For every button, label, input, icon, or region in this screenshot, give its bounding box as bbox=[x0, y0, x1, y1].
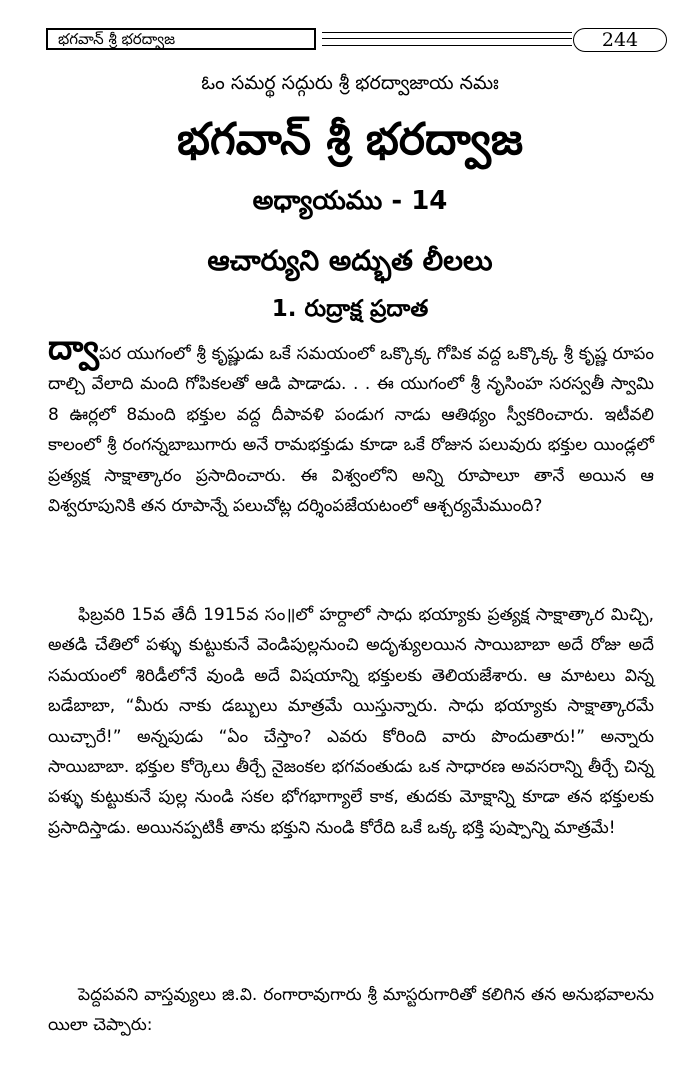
running-title: భగవాన్ శ్రీ భరద్వాజ bbox=[46, 28, 316, 50]
section-title: 1. రుద్రాక్ష ప్రదాత bbox=[271, 296, 429, 322]
book-title: భగవాన్ శ్రీ భరద్వాజ bbox=[176, 114, 524, 165]
invocation-line: ఓం సమర్థ సద్గురు శ్రీ భరద్వాజాయ నమః bbox=[201, 72, 499, 94]
paragraph-1-text: పర యుగంలో శ్రీ కృష్ణుడు ఒకే సమయంలో ఒక్కొక్క గోపిక వద్ద ఒక్కొక్క శ్రీ కృష్ణ రూపం దాల్చి వేలాది మంది గోపికలతో ఆడి పాడాడు. . . ఈ యుగంలో శ్రీ నృసింహ సరస్వతీ స్వామి 8 ఊర్లలో 8మంది భక్తుల వద్ద దీపావళి పండుగ నాడు ఆతిథ్యం స్వీకరించారు. ఇటీవలి కాలంలో శ్రీ రంగన్నబాబుగారు అనే రామభక్తుడు కూడా ఒకే రోజున పలువురు భక్తుల యిండ్లలో ప్రత్యక్ష సాక్షాత్కారం ప్రసాదించారు. ఈ విశ్వంలోని అన్ని రూపాలూ తానే అయిన ఆ విశ్వరూపునికి తన రూపాన్నే పలుచోట్ల దర్శింపజేయటంలో ఆశ్చర్యమేముంది? bbox=[48, 344, 654, 517]
chapter-heading: అధ్యాయము - 14 bbox=[252, 186, 448, 216]
page-number: 244 bbox=[573, 28, 667, 52]
chapter-title: ఆచార్యుని అద్భుత లీలలు bbox=[207, 244, 493, 277]
header-rule-lines bbox=[322, 32, 572, 46]
paragraph-2: ఫిబ్రవరి 15వ తేదీ 1915వ సం॥లో హర్దాలో సాధు భయ్యాకు ప్రత్యక్ష సాక్షాత్కార మిచ్చి, అతడి చేతిలో పళ్ళు కుట్టుకునే వెండిపుల్లనుంచి అదృశ్యులయిన సాయిబాబా అదే రోజు అదే సమయంలో శిరిడీలోనే వుండి అదే విషయాన్ని భక్తులకు తెలియజేశారు. ఆ మాటలు విన్న బడేబాబా, “మీరు నాకు డబ్బులు మాత్రమే యిస్తున్నారు. సాధు భయ్యాకు సాక్షాత్కారమే యిచ్చారే!” అన్నపుడు “ఏం చేస్తాం? ఎవరు కోరింది వారు పొందుతారు!” అన్నారు సాయిబాబా. భక్తుల కోర్కెలు తీర్చే నైజంకల భగవంతుడు ఒక సాధారణ అవసరాన్ని తీర్చే చిన్న పళ్ళు కుట్టుకునే పుల్ల నుండి సకల భోగభాగ్యాలే కాక, తుదకు మోక్షాన్ని కూడా తన భక్తులకు ప్రసాదిస్తాడు. అయినప్పటికీ తాను భక్తుని నుండి కోరేది ఒకే ఒక్క భక్తి పుష్పాన్ని మాత్రమే! bbox=[48, 605, 654, 838]
paragraph-3: పెద్దపవని వాస్తవ్యులు జి.వి. రంగారావుగారు శ్రీ మాస్టరుగారితో కలిగిన తన అనుభవాలను యిలా చెప్పారు: bbox=[48, 985, 654, 1036]
running-header bbox=[46, 28, 639, 52]
paragraph-1 bbox=[48, 328, 654, 521]
drop-cap: ద్వా bbox=[48, 328, 99, 368]
